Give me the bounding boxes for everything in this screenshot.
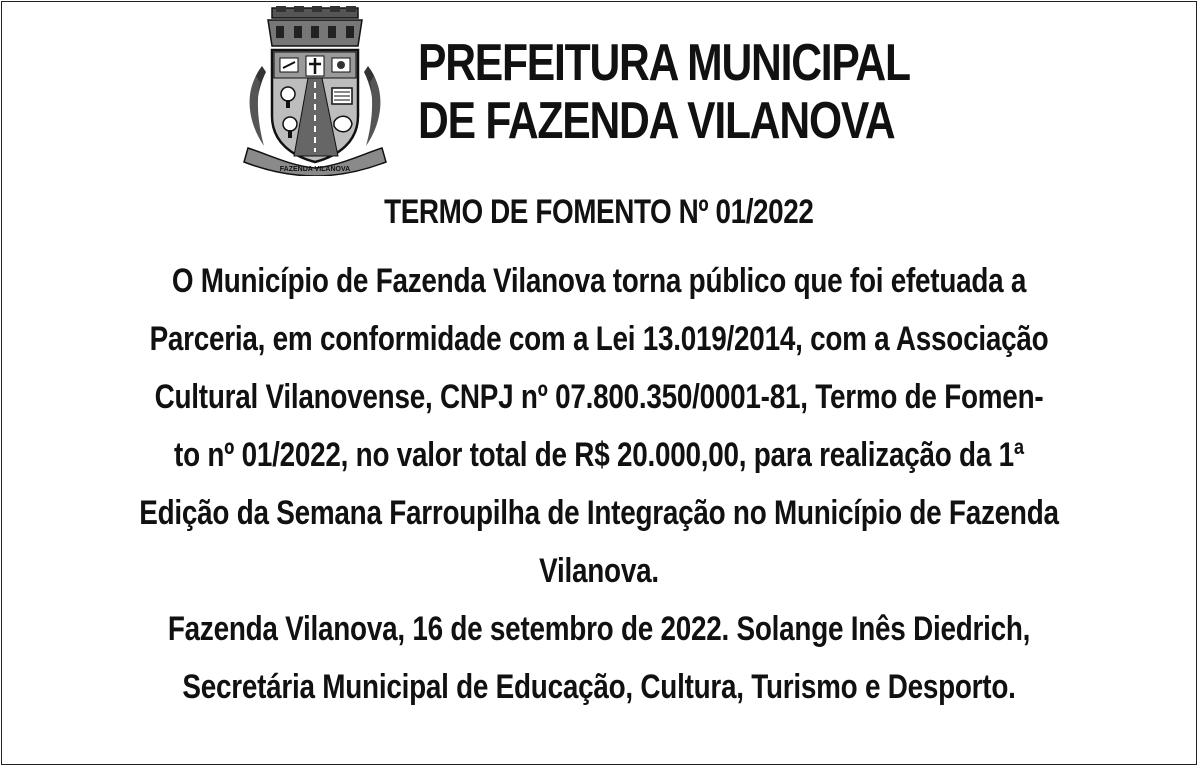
header-line-2: DE FAZENDA VILANOVA [418, 92, 895, 150]
body-line: Parceria, em conformidade com a Lei 13.019/2014, com a Associação [149, 320, 1049, 358]
body-line: O Município de Fazenda Vilanova torna público que foi efetuada a [171, 262, 1027, 300]
body-line: to nº 01/2022, no valor total de R$ 20.000,00, para realização da 1ª [174, 436, 1024, 474]
body-line: Cultural Vilanovense, CNPJ nº 07.800.350/0001-81, Termo de Fomen- [154, 378, 1044, 416]
municipal-crest-icon [242, 6, 388, 176]
header-line-1: PREFEITURA MUNICIPAL [418, 34, 910, 92]
signature-line-1: Fazenda Vilanova, 16 de setembro de 2022. Solange Inês Diedrich, [167, 610, 1031, 648]
notice-body [32, 252, 1166, 716]
document-title-text: TERMO DE FOMENTO Nº 01/2022 [384, 193, 814, 231]
body-line: Vilanova. [539, 552, 659, 590]
crest-ribbon-text: FAZENDA VILANOVA [279, 166, 351, 173]
body-line: Edição da Semana Farroupilha de Integração no Município de Fazenda [139, 494, 1059, 532]
document-title [2, 190, 1196, 234]
notice-page [1, 1, 1197, 765]
municipality-header [418, 34, 910, 150]
signature-line-2: Secretária Municipal de Educação, Cultura, Turismo e Desporto. [182, 668, 1016, 706]
